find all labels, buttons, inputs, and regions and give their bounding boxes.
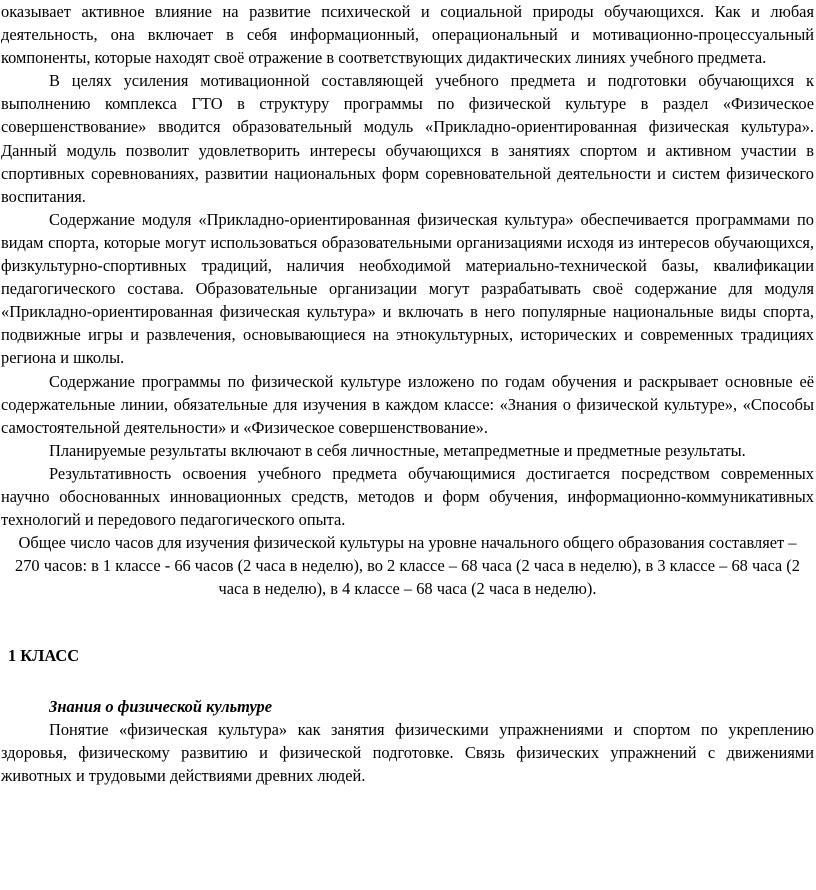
body-paragraph: Содержание программы по физической культуре изложено по годам обучения и раскрывает основные её содержательные линии, обязательные для изучения в каждом классе: «Знания о физической культуре», «Способы самостоятельной деятельности» и «Физическое совершенствование». <box>1 371 814 437</box>
body-paragraph: Содержание модуля «Прикладно-ориентированная физическая культура» обеспечивается программами по видам спорта, которые могут использоваться образовательными организациями исходя из интересов обучающихся, физкультурно-спортивных традиций, наличия необходимой материально-технической базы, квалификации педагогического состава. Образовательные организации могут разрабатывать своё содержание для модуля «Прикладно-ориентированная физическая культура» и включать в него популярные национальные виды спорта, подвижные игры и развлечения, основывающиеся на этнокультурных, исторических и современных традициях региона и школы. <box>1 209 814 368</box>
body-paragraph: Планируемые результаты включают в себя личностные, метапредметные и предметные результаты. <box>49 440 746 460</box>
section-heading: Знания о физической культуре <box>49 696 272 716</box>
body-paragraph: В целях усиления мотивационной составляющей учебного предмета и подготовки обучающихся к выполнению комплекса ГТО в структуру программы по физической культуре в раздел «Физическое совершенствование» вводится образовательный модуль «Прикладно-ориентированная физическая культура». Данный модуль позволит удовлетворить интересы обучающихся в занятиях спортом и активном участии в спортивных соревнованиях, развитии национальных форм соревновательной деятельности и систем физического воспитания. <box>1 71 814 206</box>
class-heading: 1 КЛАСС <box>8 646 80 666</box>
hours-paragraph: Общее число часов для изучения физической культуры на уровне начального общего образования составляет – 270 часов: в 1 классе - 66 часов (2 часа в неделю), во 2 классе – 68 часа (2 часа в неделю), в 3 классе – 68 часа (2 часа в неделю), в 4 классе – 68 часа (2 часа в неделю). <box>15 533 800 599</box>
body-paragraph: Результативность освоения учебного предмета обучающимися достигается посредством современных научно обоснованных инновационных средств, методов и форм обучения, информационно-коммуникативных технологий и передового педагогического опыта. <box>1 463 814 530</box>
body-paragraph: оказывает активное влияние на развитие психической и социальной природы обучающихся. Как и любая деятельность, она включает в себя информационный, операциональный и мотивационно-процессуальный компоненты, которые находят своё отражение в соответствующих дидактических линиях учебного предмета. <box>1 2 814 68</box>
body-paragraph: Понятие «физическая культура» как занятия физическими упражнениями и спортом по укреплению здоровья, физическому развитию и физической подготовке. Связь физических упражнений с движениями животных и трудовыми действиями древних людей. <box>1 719 814 785</box>
